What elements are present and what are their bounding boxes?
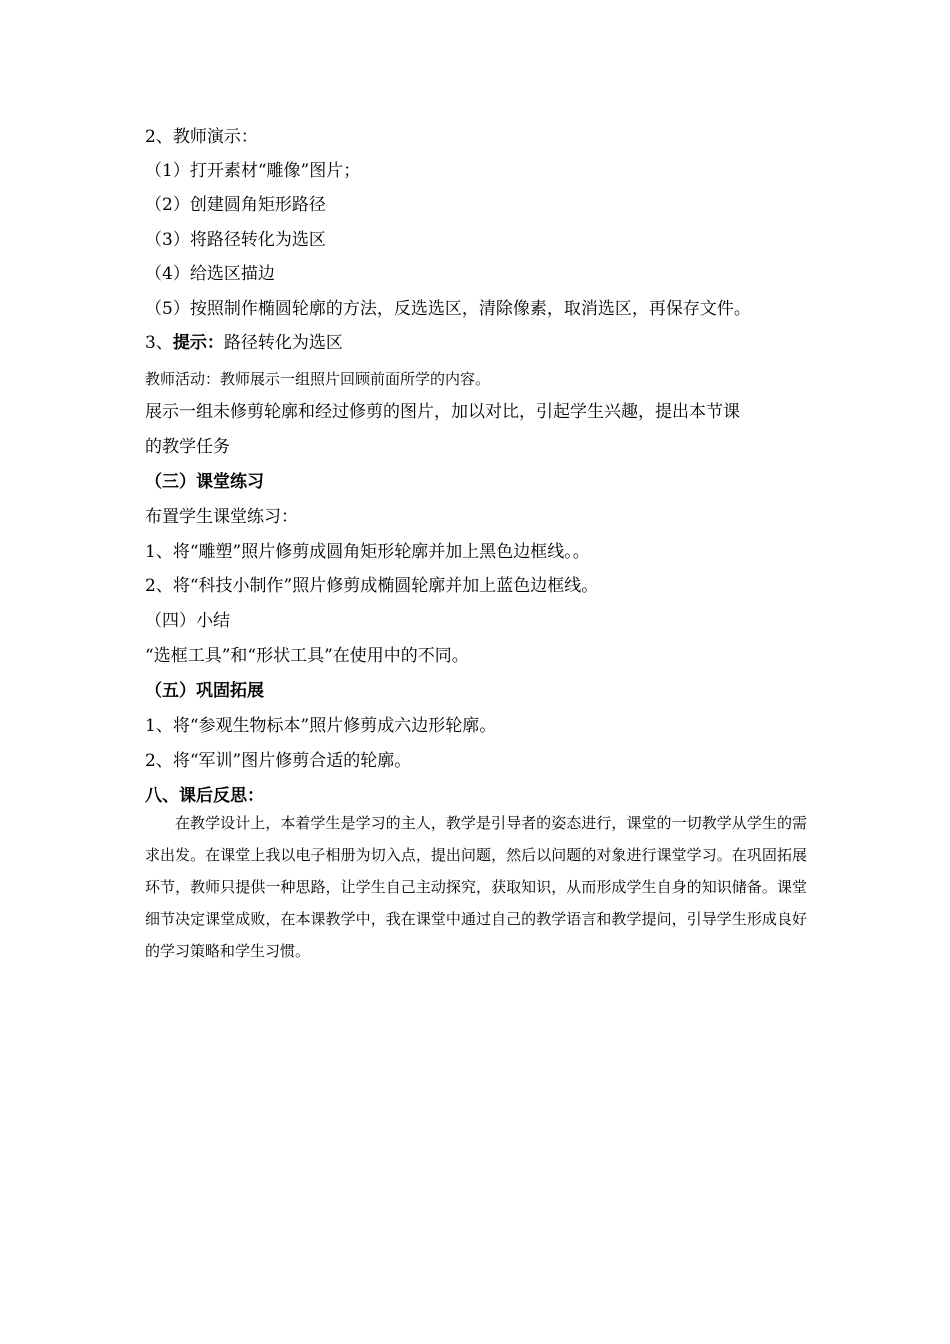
demo-step-5: （5）按照制作椭圆轮廓的方法，反选选区，清除像素，取消选区，再保存文件。 <box>145 299 751 319</box>
demo-step-3: （3）将路径转化为选区 <box>145 230 326 250</box>
step-teacher-demo-heading: 2、教师演示： <box>145 127 258 147</box>
consolidation-item-2: 2、将“军训”图片修剪合适的轮廓。 <box>145 751 412 771</box>
demo-step-2: （2）创建圆角矩形路径 <box>145 195 326 215</box>
section-consolidation: （五）巩固拓展 <box>145 681 264 701</box>
hint-label: 提示： <box>172 333 224 353</box>
hint-line <box>145 332 343 354</box>
hint-text: 路径转化为选区 <box>223 333 343 353</box>
practice-item-1: 1、将“雕塑”照片修剪成圆角矩形轮廓并加上黑色边框线。。 <box>145 542 590 562</box>
reflection-paragraph: 在教学设计上，本着学生是学习的主人，教学是引导者的姿态进行，课堂的一切教学从学生的需求出发。在课堂上我以电子相册为切入点，提出问题，然后以问题的对象进行课堂学习。在巩固拓展环节，教师只提供一种思路，让学生自己主动探究，获取知识，从而形成学生自身的知识储备。课堂细节决定课堂成败，在本课教学中，我在课堂中通过自己的教学语言和教学提问，引导学生形成良好的学习策略和学生习惯。 <box>145 814 807 960</box>
practice-intro: 布置学生课堂练习： <box>145 507 298 527</box>
show-photos-line-2: 的教学任务 <box>145 437 230 457</box>
section-summary: （四）小结 <box>145 611 230 631</box>
teacher-activity: 教师活动：教师展示一组照片回顾前面所学的内容。 <box>145 370 491 388</box>
demo-step-4: （4）给选区描边 <box>145 264 275 284</box>
consolidation-item-1: 1、将“参观生物标本”照片修剪成六边形轮廓。 <box>145 716 497 736</box>
show-photos-line-1: 展示一组未修剪轮廓和经过修剪的图片，加以对比，引起学生兴趣，提出本节课 <box>145 402 740 422</box>
hint-number: 3、 <box>145 333 173 353</box>
practice-item-2: 2、将“科技小制作”照片修剪成椭圆轮廓并加上蓝色边框线。 <box>145 576 599 596</box>
section-reflection: 八、课后反思： <box>145 786 264 806</box>
section-classroom-practice: （三）课堂练习 <box>145 472 264 492</box>
summary-text: “选框工具”和“形状工具”在使用中的不同。 <box>145 646 469 666</box>
demo-step-1: （1）打开素材“雕像”图片； <box>145 161 361 181</box>
